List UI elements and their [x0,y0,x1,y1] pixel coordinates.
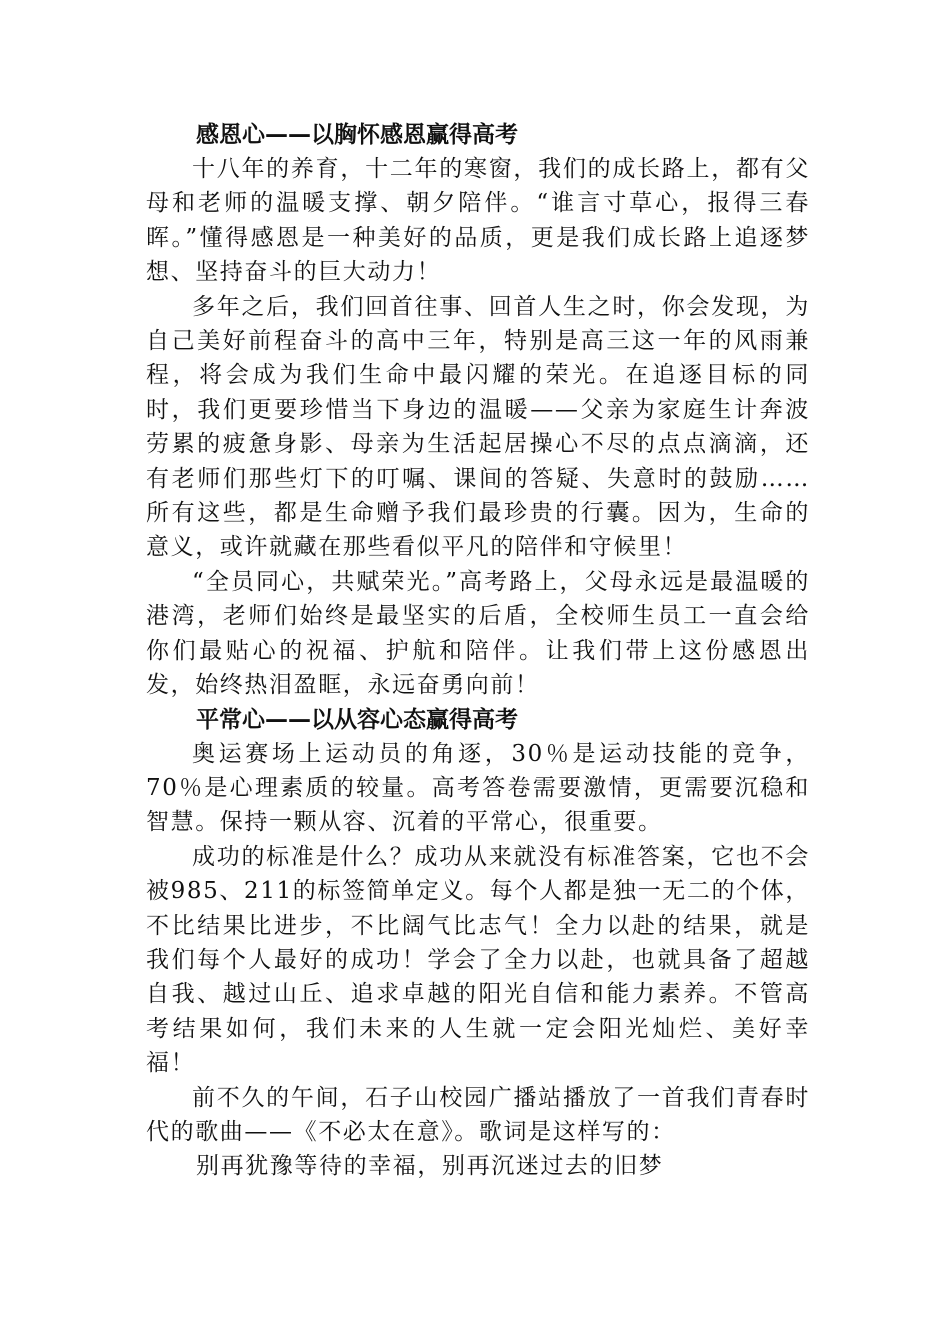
paragraph: “全员同心，共赋荣光。”高考路上，父母永远是最温暖的港湾，老师们始终是最坚实的后盾，全校师生员工一直会给你们最贴心的祝福、护航和陪伴。让我们带上这份感恩出发，始终热泪盈眶，永远奋勇向前！ [146,568,810,699]
section-heading-gratitude: 感恩心——以胸怀感恩赢得高考 [196,122,518,148]
paragraph: 多年之后，我们回首往事、回首人生之时，你会发现，为自己美好前程奋斗的高中三年，特别是高三这一年的风雨兼程，将会成为我们生命中最闪耀的荣光。在追逐目标的同时，我们更要珍惜当下身边的温暖——父亲为家庭生计奔波劳累的疲惫身影、母亲为生活起居操心不尽的点点滴滴，还有老师们那些灯下的叮嘱、课间的答疑、失意时的鼓励……所有这些，都是生命赠予我们最珍贵的行囊。因为，生命的意义，或许就藏在那些看似平凡的陪伴和守候里！ [146,293,810,561]
paragraph: 成功的标准是什么？成功从来就没有标准答案，它也不会被985、211的标签简单定义。每个人都是独一无二的个体，不比结果比进步，不比阔气比志气！全力以赴的结果，就是我们每个人最好的成功！学会了全力以赴，也就具备了超越自我、越过山丘、追求卓越的阳光自信和能力素养。不管高考结果如何，我们未来的人生就一定会阳光灿烂、美好幸福！ [146,843,810,1077]
song-lyric-line: 别再犹豫等待的幸福，别再沉迷过去的旧梦 [196,1153,664,1180]
section-heading-composure: 平常心——以从容心态赢得高考 [196,706,518,733]
paragraph: 十八年的养育，十二年的寒窗，我们的成长路上，都有父母和老师的温暖支撑、朝夕陪伴。“谁言寸草心，报得三春晖。”懂得感恩是一种美好的品质，更是我们成长路上追逐梦想、坚持奋斗的巨大动力！ [146,156,810,286]
paragraph: 前不久的午间，石子山校园广播站播放了一首我们青春时代的歌曲——《不必太在意》。歌词是这样写的： [146,1084,810,1145]
document-page [146,118,810,1183]
paragraph: 奥运赛场上运动员的角逐，30％是运动技能的竞争，70％是心理素质的较量。高考答卷需要激情，更需要沉稳和智慧。保持一颗从容、沉着的平常心，很重要。 [146,740,810,836]
